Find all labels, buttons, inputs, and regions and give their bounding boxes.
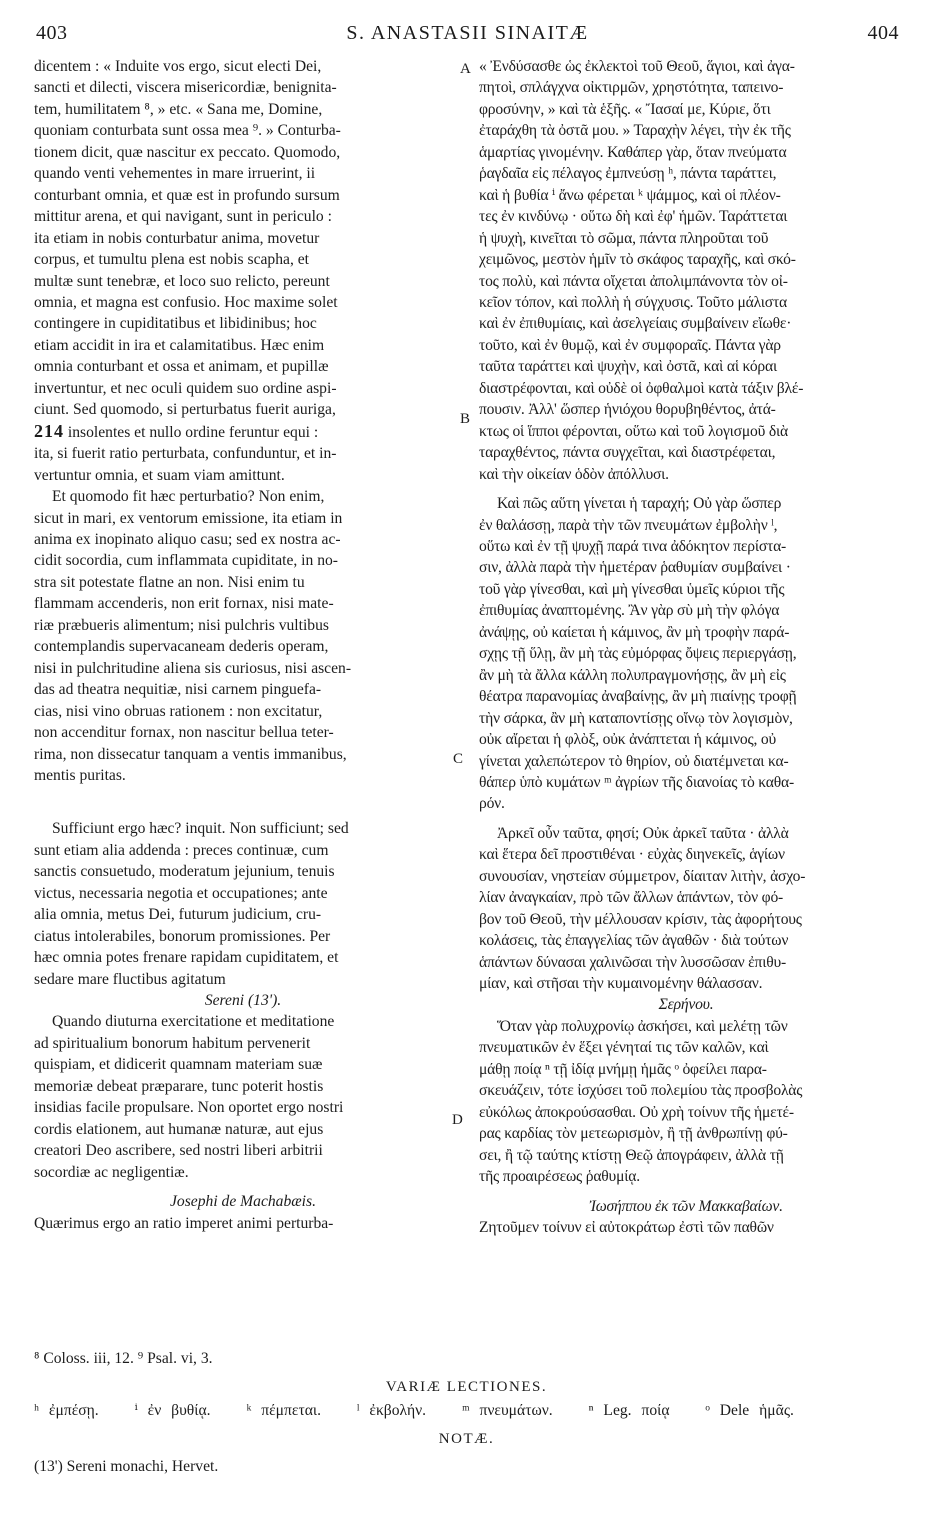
text-line-fragment: insolentes et nullo ordine feruntur equi : [64,423,319,441]
text-line: πνευματικῶν ἐν ἕξει γένηταί τις τῶν καλῶν, καὶ [479,1039,769,1057]
text-line: contemplandis supervacaneam dederis operam, [34,638,329,656]
text-line: conturbant omnia, et quæ est in profundo sursum [34,186,340,204]
text-line: σει, ἢ τῷ ταύτης κτίστῃ Θεῷ ἀπογράφειν, ἀλλὰ τῇ [479,1146,784,1164]
variant-reading: ˡ ἐκβολήν. [356,1402,427,1419]
text-line: κεῖον τόπον, καὶ πολλὴ ἡ σύγχυσις. Τοῦτο μάλιστα [479,293,788,311]
text-line: quispiam, et didicerit quamnam materiam suæ [34,1056,323,1074]
text-line: mentis puritas. [34,766,126,784]
paragraph-start: Καὶ πῶς αὕτη γίνεται ἡ ταραχή; Οὐ γὰρ ὥσπερ [497,495,782,513]
text-line: riæ præbueris alimentum; nisi pulchris vultibus [34,616,329,634]
text-line: contingere in cupiditatibus et libidinibus; hoc [34,315,317,333]
text-line: omnia, et magna est confusio. Hoc maxime solet [34,293,338,311]
note-entry: (13') Sereni monachi, Hervet. [34,1458,219,1475]
text-line: flammam accenderis, non erit fornax, nisi mate- [34,595,334,613]
text-line: rima, non dissecatur tanquam a ventis immanibus, [34,745,347,763]
text-line: memoriæ debeat præparare, tunc poterit hostis [34,1077,324,1095]
text-line: hæc omnia potes frenare rapidam cupiditatem, et [34,949,339,967]
margin-number: 214 [34,420,64,441]
text-line: ἂν μὴ τὰ ἄλλα κάλλη πολυπραγμονήσῃς, ἂν μὴ εἰς [479,666,786,684]
text-line: ἀνάψῃς, οὐ καίεται ἡ κάμινος, ἂν μὴ τροφὴν παρά- [479,623,790,641]
text-line: ἁπάντων δύνασαι χαλινῶσαι τὴν λυσσῶσαν ἐπιθυ- [479,953,786,971]
greek-column [479,56,893,1238]
section-heading-sereni: Σερήνου. [658,996,714,1014]
column-marker-a: A [460,61,471,77]
text-line: κολάσεις, τὰς ἐπαγγελίας τῶν ἀγαθῶν · διὰ τούτων [479,932,789,950]
text-line: εὐκόλως ἀποκρούσασθαι. Οὐ χρὴ τοίνυν τῆς ἡμετέ- [479,1103,794,1121]
text-line: πουσιν. Ἀλλ' ὥσπερ ἡνιόχου θορυβηθέντος, ἀτά- [479,401,776,419]
text-line: ita, si fuerit ratio perturbata, confunduntur, et in- [34,445,337,463]
paragraph-start: Ἀρκεῖ οὖν ταῦτα, φησί; Οὐκ ἀρκεῖ ταῦτα · ἀλλὰ [497,824,789,842]
text-line: χειμῶνος, μεστὸν ἡμῖν τὸ σκάφος ταραχῆς, καὶ σκό- [479,251,796,269]
text-line: invertuntur, et nec oculi quidem suo ordine aspi- [34,379,337,397]
text-line: cias, nisi vino obruas rationem : non excitatur, [34,702,323,720]
text-line: διαστρέφονται, καὶ οὐδὲ οἱ ὀφθαλμοὶ κατὰ τάξιν βλέ- [479,379,804,397]
text-line: ταῦτα ταράττει καὶ ψυχὴν, καὶ ὀστᾶ, καὶ αἱ κόραι [479,358,777,376]
footnotes: ⁸ Coloss. iii, 12. ⁹ Psal. vi, 3. [34,1350,213,1367]
spacer [34,1183,452,1191]
text-line: βον τοῦ Θεοῦ, τὴν μέλλουσαν κρίσιν, τὰς ἀφορήτους [479,910,802,928]
variant-reading: ⁿ Leg. ποίᾳ [588,1402,670,1419]
text-line: tem, humilitatem ⁸, » etc. « Sana me, Domine, [34,100,323,118]
text-line [34,421,452,443]
spacer [479,815,893,823]
text-line: ad spiritualium bonorum habitum pervenerit [34,1034,311,1052]
text-line: ῥαγδαῖα εἰς πέλαγος ἐμπνεύσῃ ʰ, πάντα ταράττει, [479,165,777,183]
varia-lectiones [34,1400,899,1422]
text-line: ρόν. [479,795,505,813]
text-line: tionem dicit, quæ nascitur ex peccato. Quomodo, [34,143,341,161]
text-line: ταραχθέντος, πάντα συγχεῖται, καὶ διαστρέφεται, [479,444,776,462]
text-line: socordiæ ac negligentiæ. [34,1163,189,1181]
text-line: sunt etiam alia addenda : preces continuæ, cum [34,841,329,859]
text-line: οὕτω καὶ ἐν τῇ ψυχῇ παρά τινα ἀδόκητον περίστα- [479,537,787,555]
text-line: corpus, et tumultu plena est nobis scapha, et [34,251,309,269]
varia-lectiones-heading: VARIÆ LECTIONES. [385,1379,548,1395]
text-line: τοῦ γὰρ γίνεσθαι, καὶ μὴ γίνεσθαι ὑμεῖς κύριοι τῆς [479,580,785,598]
text-line: πητοὶ, σπλάγχνα οἰκτιρμῶν, χρηστότητα, ταπεινο- [479,79,784,97]
paragraph-start: Et quomodo fit hæc perturbatio? Non enim, [52,488,325,506]
text-line: victus, necessaria negotia et occupationes; ante [34,884,328,902]
text-line: τὴν σάρκα, ἂν μὴ καταποντίσῃς οἴνῳ τὸν λογισμὸν, [479,709,793,727]
spacer [479,1188,893,1196]
running-title: S. ANASTASII SINAITÆ [346,22,589,44]
text-line: sicut in mari, ex ventorum emissione, ita etiam in [34,509,343,527]
column-marker-c: C [453,751,464,767]
text-line: σχῃς τῇ ὕλῃ, ἂν μὴ τὰς εὐμόρφας ὄψεις περιεργάσῃ, [479,645,797,663]
text-line: quando venti vehementes in mare irruerint, ii [34,165,316,183]
text-line: γίνεται χαλεπώτερον τὸ θηρίον, οὐ διατέμνεται κα- [479,752,789,770]
variant-reading: ᵒ Dele ἡμᾶς. [705,1402,794,1419]
text-line: cordis elationem, aut humanæ naturæ, aut ejus [34,1120,324,1138]
spacer [34,786,452,818]
spacer [479,485,893,493]
text-line: creatori Deo ascribere, sed nostri liberi arbitrii [34,1142,323,1160]
page-number-right: 404 [867,22,899,44]
text-line: dicentem : « Induite vos ergo, sicut electi Dei, [34,58,322,75]
variant-reading: ᵐ πνευμάτων. [461,1402,553,1419]
text-line: stra sit potestate flatne an non. Nisi enim tu [34,573,305,591]
text-line: nisi in pulchritudine aliena sis curiosus, nisi ascen- [34,659,352,677]
text-line: τοῦτο, καὶ ἐν θυμῷ, καὶ ἐν συμφοραῖς. Πάντα γὰρ [479,336,781,354]
text-line: omnia conturbant et ossa et animam, et pupillæ [34,358,329,376]
text-line: anima ex inopinato aliquo casu; sed ex nostra ac- [34,530,341,548]
text-line: quoniam conturbata sunt ossa mea ⁹. » Conturba- [34,122,341,140]
variant-reading: ⁱ ἐν βυθίᾳ. [134,1402,211,1419]
text-line: φροσύνην, » καὶ τὰ ἑξῆς. « Ἴασαί με, Κύριε, ὅτι [479,100,771,118]
text-line: μάθῃ ποίᾳ ⁿ τῇ ἰδίᾳ μνήμῃ ἡμᾶς ᵒ ὀφείλει παρα- [479,1060,767,1078]
page-header [36,22,899,48]
text-line: mittitur arena, et qui navigant, sunt in periculo : [34,208,332,226]
text-line: καὶ ἡ βυθία ⁱ ἄνω φέρεται ᵏ ψάμμος, καὶ οἱ πλέον- [479,186,781,204]
text-line: sancti et dilecti, viscera misericordiæ, benignita- [34,79,337,97]
text-line: συνουσίαν, νηστείαν σύμμετρον, δίαιταν λιτὴν, ἀσχο- [479,867,806,885]
text-line: sanctis consuetudo, moderatum jejunium, tenuis [34,863,335,881]
text-line: sedare mare fluctibus agitatum [34,970,226,988]
paragraph-start: Ὅταν γὰρ πολυχρονίῳ ἀσκήσει, καὶ μελέτῃ τῶν [497,1017,788,1035]
text-line: cidit socordia, cum inflammata cupiditate, in no- [34,552,338,570]
variant-reading: ʰ ἐμπέσῃ. [34,1402,99,1419]
text-line: non accenditur fornax, non nascitur bellua teter- [34,724,334,742]
text-line: σκευάζειν, τότε ἰσχύσει τοῦ πολεμίου τὰς προσβολὰς [479,1082,803,1100]
text-line: κτως οἱ ἵπποι φέρονται, οὕτω καὶ τοῦ λογισμοῦ διὰ [479,422,788,440]
text-line: alia omnia, metus Dei, futurum judicium, cru- [34,906,322,924]
text-line: ἁμαρτίας γινομένην. Καθάπερ γὰρ, ὅταν πνεύματα [479,143,787,161]
text-line: etiam accidit in ira et calamitatibus. Hæc enim [34,336,325,354]
text-line: θάπερ ὑπὸ κυμάτων ᵐ ἀγρίων τῆς διανοίας τὸ καθα- [479,773,794,791]
text-line: vertuntur omnia, et suam viam amittunt. [34,466,285,484]
text-line: ἐπιθυμίας ἀναπτομένης. Ἂν γὰρ σὺ μὴ τὴν φλόγα [479,602,780,620]
text-line: Quærimus ergo an ratio imperet animi perturba- [34,1214,334,1232]
text-line: τος πολὺ, καὶ πάντα οἴχεται ἀπολιμπάνοντα τὸν οἰ- [479,272,788,290]
column-marker-d: D [452,1112,463,1128]
text-line: « Ἐνδύσασθε ὡς ἐκλεκτοὶ τοῦ Θεοῦ, ἅγιοι, καὶ ἀγα- [479,58,795,75]
text-line: ρας καρδίας τὸν μετεωρισμὸν, ἢ τῇ ἀνθρωπίνῃ φύ- [479,1125,788,1143]
text-line: λίαν ἀναγκαίαν, πρὸ τῶν ἄλλων ἁπάντων, τὸν φό- [479,889,784,907]
paragraph-start: Quando diuturna exercitatione et meditatione [52,1013,335,1031]
text-line: μίαν, καὶ στῆσαι τὴν κυμαινομένην θάλασσαν. [479,975,763,993]
text-line: σιν, ἀλλὰ παρὰ τὴν ἡμετέραν ῥαθυμίαν συμβαίνει · [479,559,791,577]
text-line: ἐταράχθη τὰ ὀστᾶ μου. » Ταραχὴν λέγει, τὴν ἐκ τῆς [479,122,791,140]
paragraph-start: Sufficiunt ergo hæc? inquit. Non sufficiunt; sed [52,820,349,838]
variant-reading: ᵏ πέμπεται. [246,1402,321,1419]
latin-column [34,56,452,1234]
text-line: ciunt. Sed quomodo, si perturbatus fuerit auriga, [34,401,336,419]
text-line: καὶ ἐν ἐπιθυμίαις, καὶ ἀσελγείαις συμβαίνειν εἴωθε· [479,315,792,333]
text-line: θέατρα παρανομίας ἀναβαίνῃς, ἂν μὴ πιαίνῃς τροφῇ [479,688,797,706]
text-line: οὐκ αἴρεται ἡ φλὸξ, οὐκ ἀνάπτεται ἡ κάμινος, οὐ [479,731,776,749]
text-line: ἡ ψυχὴ, κινεῖται τὸ σῶμα, πάντα πληροῦται τοῦ [479,229,769,247]
text-line: τῆς προαιρέσεως ῥαθυμίᾳ. [479,1168,640,1186]
text-line: καὶ ἕτερα δεῖ προστιθέναι · εὐχὰς διηνεκεῖς, ἁγίων [479,846,785,864]
section-heading-sereni: Sereni (13'). [204,992,282,1010]
notae-heading: NOTÆ. [438,1431,495,1447]
page-footer [34,1348,899,1478]
text-line: Ζητοῦμεν τοίνυν εἰ αὐτοκράτωρ ἐστὶ τῶν παθῶν [479,1219,774,1237]
text-line: τες ἐν κινδύνῳ · οὕτω δὴ καὶ ἐφ' ἡμῶν. Ταράττεται [479,208,788,226]
text-line: das ad theatra nequitiæ, nisi carnem pinguefa- [34,681,322,699]
page-number-left: 403 [36,22,68,44]
text-line: ἐν θαλάσσῃ, παρὰ τὴν τῶν πνευμάτων ἐμβολὴν ˡ, [479,516,778,534]
section-heading-joseph: Ἰωσήππου ἐκ τῶν Μακκαβαίων. [589,1197,783,1215]
text-line: ita etiam in nobis conturbatur anima, movetur [34,229,320,247]
text-line: multæ sunt tenebræ, et loco suo relicto, pereunt [34,272,330,290]
text-line: insidias facile propulsare. Non oportet ergo nostri [34,1099,344,1117]
text-line: ciatus intolerabiles, bonorum promissiones. Per [34,927,331,945]
column-marker-b: B [460,411,471,427]
text-line: καὶ τὴν οἰκείαν ὁδὸν ἀπόλλυσι. [479,465,669,483]
section-heading-joseph: Josephi de Machabæis. [170,1193,316,1211]
